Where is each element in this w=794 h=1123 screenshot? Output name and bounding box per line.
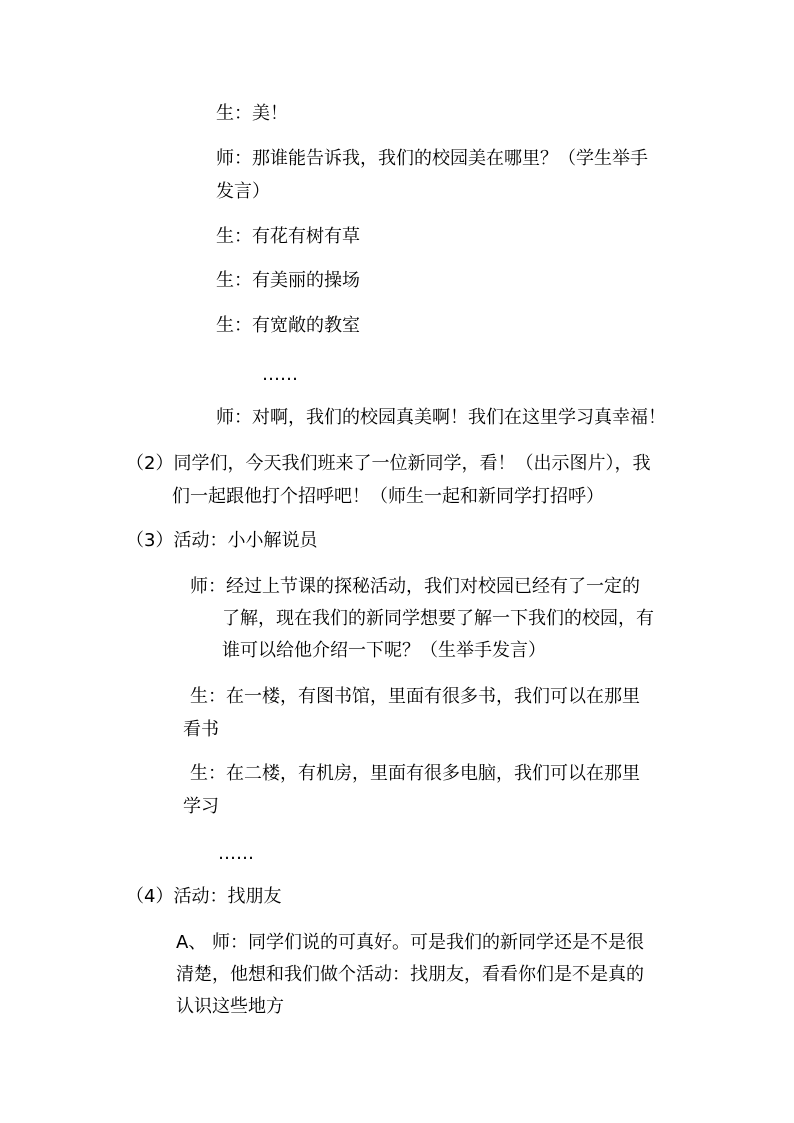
dialogue-line-continuation: 谁可以给他介绍一下呢？（生举手发言） [222,640,546,661]
section-heading: （3）活动：小小解说员 [126,530,318,551]
ellipsis: …… [218,843,254,864]
section-heading: （4）活动：找朋友 [126,886,282,907]
section-heading: （2）同学们，今天我们班来了一位新同学，看！（出示图片），我 [126,453,651,474]
dialogue-line: 师：那谁能告诉我，我们的校园美在哪里？（学生举手 [216,148,648,169]
activity-item-continuation: 认识这些地方 [176,996,284,1017]
section-continuation: 们一起跟他打个招呼吧！（师生一起和新同学打招呼） [172,486,604,507]
dialogue-line: 生：在一楼，有图书馆，里面有很多书，我们可以在那里 [190,686,640,707]
dialogue-line: 师：对啊，我们的校园真美啊！我们在这里学习真幸福！ [216,407,666,428]
ellipsis: …… [262,364,298,385]
dialogue-line: 生：美！ [216,103,288,124]
dialogue-line: 生：有美丽的操场 [216,270,360,291]
dialogue-line-continuation: 看书 [183,719,219,740]
dialogue-line: 师：经过上节课的探秘活动，我们对校园已经有了一定的 [190,576,640,597]
dialogue-line-continuation: 学习 [183,796,219,817]
activity-item: A、 师：同学们说的可真好。可是我们的新同学还是不是很 [176,932,645,953]
dialogue-line-continuation: 了解，现在我们的新同学想要了解一下我们的校园，有 [222,608,654,629]
dialogue-line: 生：在二楼，有机房，里面有很多电脑，我们可以在那里 [190,763,640,784]
activity-item-continuation: 清楚，他想和我们做个活动：找朋友，看看你们是不是真的 [176,964,644,985]
dialogue-line-continuation: 发言） [216,181,270,202]
dialogue-line: 生：有宽敞的教室 [216,315,360,336]
dialogue-line: 生：有花有树有草 [216,226,360,247]
